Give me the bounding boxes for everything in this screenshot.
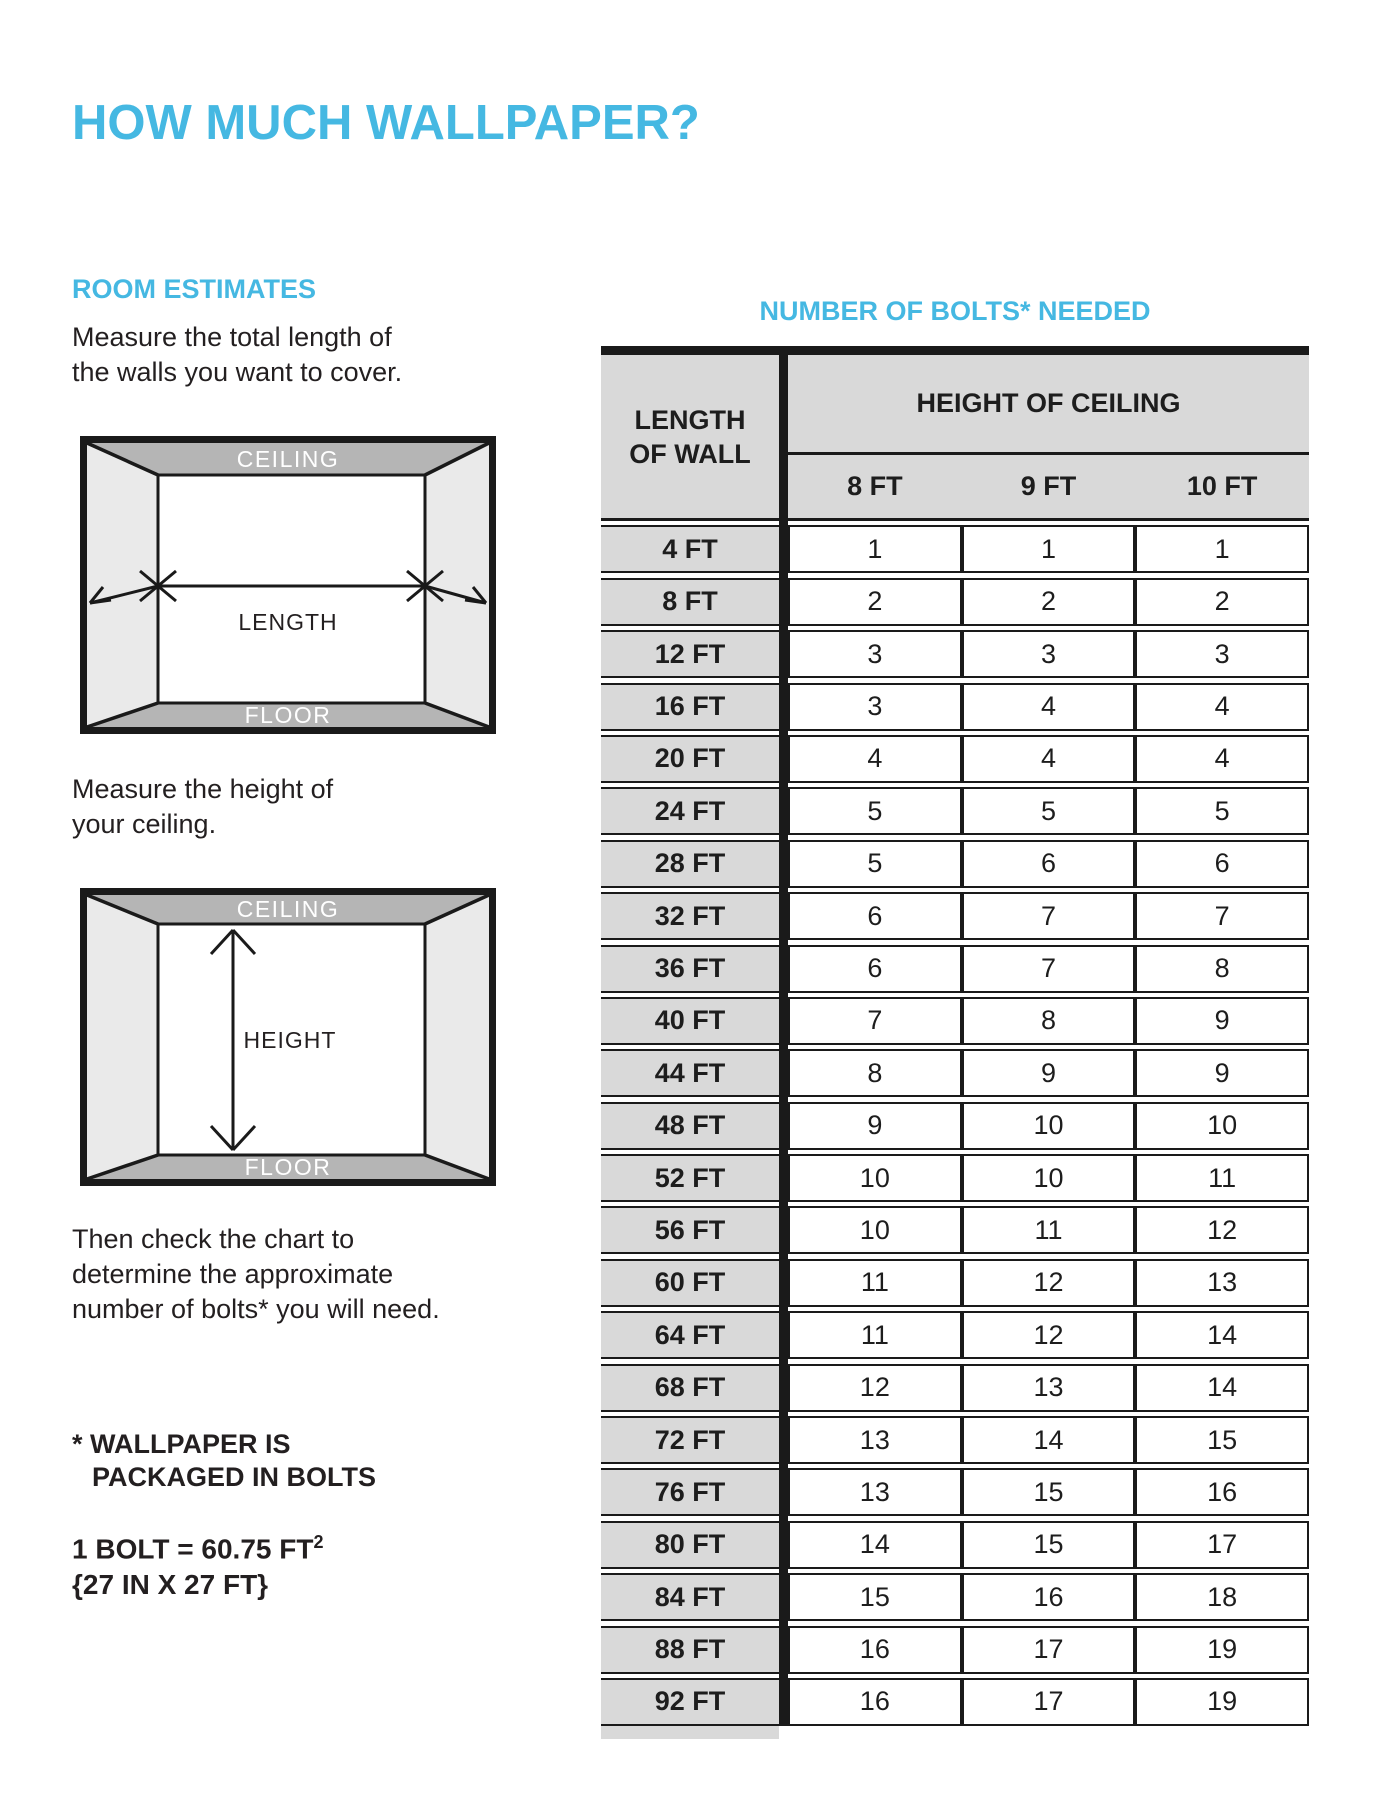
bolt-count-cell: 9 — [1135, 1049, 1309, 1097]
bolt-count-cell: 7 — [962, 892, 1136, 940]
bolt-count-cell: 10 — [1135, 1102, 1309, 1150]
bolt-count-cell: 3 — [788, 683, 962, 731]
row-label: 72 FT — [601, 1416, 779, 1464]
bolt-count-cell: 16 — [788, 1626, 962, 1674]
bolt-count-cell: 5 — [962, 787, 1136, 835]
length-dimension-label: LENGTH — [238, 609, 338, 635]
bolt-count-cell: 18 — [1135, 1573, 1309, 1621]
bolt-count-cell: 2 — [962, 578, 1136, 626]
bolt-count-cell: 11 — [1135, 1154, 1309, 1202]
bolt-count-cell: 5 — [788, 787, 962, 835]
left-wall — [87, 443, 158, 727]
bolt-count-cell: 15 — [788, 1573, 962, 1621]
room-length-diagram — [80, 436, 496, 734]
bolt-size-superscript: 2 — [313, 1532, 324, 1552]
bolt-count-cell: 1 — [788, 525, 962, 573]
ceiling-label: CEILING — [236, 896, 340, 922]
bolt-count-cell: 9 — [788, 1102, 962, 1150]
column-header-10ft: 10 FT — [1135, 455, 1309, 521]
header-line: OF WALL — [629, 438, 751, 469]
row-label: 52 FT — [601, 1154, 779, 1202]
row-label: 4 FT — [601, 525, 779, 573]
row-label: 92 FT — [601, 1678, 779, 1726]
bolt-count-cell: 7 — [788, 997, 962, 1045]
bolt-count-cell: 3 — [788, 630, 962, 678]
bolt-size-text: 1 BOLT = 60.75 FT — [72, 1533, 314, 1565]
floor-label: FLOOR — [244, 1154, 332, 1180]
bolt-count-cell: 13 — [788, 1416, 962, 1464]
row-label: 64 FT — [601, 1311, 779, 1359]
bolt-count-cell: 6 — [1135, 840, 1309, 888]
bolt-count-cell: 11 — [788, 1259, 962, 1307]
row-label: 56 FT — [601, 1206, 779, 1254]
row-label: 12 FT — [601, 630, 779, 678]
text-line: the walls you want to cover. — [72, 357, 403, 387]
row-label: 32 FT — [601, 892, 779, 940]
bolt-count-cell: 17 — [1135, 1521, 1309, 1569]
bolt-count-cell: 7 — [1135, 892, 1309, 940]
bolt-count-cell: 3 — [962, 630, 1136, 678]
row-label: 20 FT — [601, 735, 779, 783]
row-label: 68 FT — [601, 1364, 779, 1412]
bolt-count-cell: 12 — [962, 1259, 1136, 1307]
bolt-count-cell: 14 — [788, 1521, 962, 1569]
column-header-8ft: 8 FT — [788, 455, 962, 521]
label-column-footer — [601, 1726, 779, 1739]
text-line: number of bolts* you will need. — [72, 1294, 440, 1324]
bolt-count-cell: 9 — [962, 1049, 1136, 1097]
instruction-measure-length — [72, 320, 402, 390]
bolt-count-cell: 13 — [962, 1364, 1136, 1412]
note-line: PACKAGED IN BOLTS — [92, 1462, 377, 1492]
bolt-count-cell: 15 — [962, 1468, 1136, 1516]
bolt-count-cell: 14 — [962, 1416, 1136, 1464]
right-wall — [425, 443, 489, 727]
bolt-count-cell: 7 — [962, 945, 1136, 993]
room-estimates-heading: ROOM ESTIMATES — [72, 274, 317, 305]
row-label: 88 FT — [601, 1626, 779, 1674]
bolt-count-cell: 14 — [1135, 1364, 1309, 1412]
bolt-count-cell: 10 — [788, 1206, 962, 1254]
bolt-dimensions: {27 IN X 27 FT} — [72, 1569, 269, 1601]
bolt-count-cell: 17 — [962, 1678, 1136, 1726]
bolt-count-cell: 19 — [1135, 1678, 1309, 1726]
bolt-count-cell: 14 — [1135, 1311, 1309, 1359]
back-wall — [158, 475, 425, 703]
bolt-count-cell: 12 — [788, 1364, 962, 1412]
row-label: 44 FT — [601, 1049, 779, 1097]
bolt-count-cell: 15 — [962, 1521, 1136, 1569]
bolt-count-cell: 5 — [788, 840, 962, 888]
right-wall — [425, 895, 489, 1179]
bolt-count-cell: 8 — [788, 1049, 962, 1097]
row-label: 48 FT — [601, 1102, 779, 1150]
bolt-count-cell: 10 — [962, 1154, 1136, 1202]
table-body — [601, 525, 1309, 1726]
header-line: LENGTH — [634, 404, 746, 435]
row-label: 60 FT — [601, 1259, 779, 1307]
bolt-count-cell: 16 — [1135, 1468, 1309, 1516]
bolts-table — [601, 346, 1309, 1739]
row-label: 36 FT — [601, 945, 779, 993]
height-dimension-label: HEIGHT — [243, 1027, 337, 1053]
text-line: Measure the total length of — [72, 322, 392, 352]
bolt-count-cell: 1 — [962, 525, 1136, 573]
bolt-count-cell: 9 — [1135, 997, 1309, 1045]
row-label: 80 FT — [601, 1521, 779, 1569]
bolt-count-cell: 12 — [1135, 1206, 1309, 1254]
row-label: 84 FT — [601, 1573, 779, 1621]
bolt-count-cell: 3 — [1135, 630, 1309, 678]
instruction-check-chart — [72, 1222, 440, 1327]
bolt-count-cell: 4 — [962, 735, 1136, 783]
bolt-count-cell: 4 — [962, 683, 1136, 731]
table-vertical-divider — [779, 346, 788, 1726]
row-label: 8 FT — [601, 578, 779, 626]
text-line: Then check the chart to — [72, 1224, 355, 1254]
ceiling-label: CEILING — [236, 446, 340, 472]
wallpaper-bolts-note — [72, 1428, 376, 1494]
bolt-count-cell: 13 — [788, 1468, 962, 1516]
bolt-count-cell: 12 — [962, 1311, 1136, 1359]
bolt-count-cell: 10 — [788, 1154, 962, 1202]
bolt-count-cell: 8 — [962, 997, 1136, 1045]
bolt-count-cell: 4 — [1135, 683, 1309, 731]
bolt-count-cell: 6 — [788, 945, 962, 993]
bolt-count-cell: 10 — [962, 1102, 1136, 1150]
bolt-equation — [72, 1524, 323, 1603]
column-header-length-of-wall — [601, 355, 779, 521]
column-group-header-height-of-ceiling: HEIGHT OF CEILING — [788, 355, 1309, 455]
bolt-count-cell: 4 — [788, 735, 962, 783]
note-line: * WALLPAPER IS — [72, 1429, 291, 1459]
bolt-count-cell: 2 — [1135, 578, 1309, 626]
bolt-count-cell: 8 — [1135, 945, 1309, 993]
bolt-count-cell: 6 — [788, 892, 962, 940]
row-label: 28 FT — [601, 840, 779, 888]
row-label: 24 FT — [601, 787, 779, 835]
bolt-count-cell: 16 — [962, 1573, 1136, 1621]
room-height-diagram — [80, 888, 496, 1186]
bolt-count-cell: 15 — [1135, 1416, 1309, 1464]
floor-label: FLOOR — [244, 702, 332, 728]
page-title: HOW MUCH WALLPAPER? — [72, 95, 700, 150]
bolt-count-cell: 11 — [962, 1206, 1136, 1254]
text-line: determine the approximate — [72, 1259, 394, 1289]
bolt-count-cell: 16 — [788, 1678, 962, 1726]
bolt-count-cell: 11 — [788, 1311, 962, 1359]
bolt-count-cell: 5 — [1135, 787, 1309, 835]
bolt-count-cell: 6 — [962, 840, 1136, 888]
bolt-count-cell: 1 — [1135, 525, 1309, 573]
bolts-table-title: NUMBER OF BOLTS* NEEDED — [759, 296, 1151, 327]
row-label: 40 FT — [601, 997, 779, 1045]
bolt-count-cell: 17 — [962, 1626, 1136, 1674]
table-top-border — [601, 346, 1309, 355]
instruction-measure-height — [72, 772, 333, 842]
table-header — [601, 355, 1309, 521]
left-wall — [87, 895, 158, 1179]
bolt-count-cell: 13 — [1135, 1259, 1309, 1307]
bolt-count-cell: 19 — [1135, 1626, 1309, 1674]
bolt-count-cell: 4 — [1135, 735, 1309, 783]
row-label: 16 FT — [601, 683, 779, 731]
bolt-size-line — [72, 1524, 323, 1567]
bolt-count-cell: 2 — [788, 578, 962, 626]
text-line: Measure the height of — [72, 774, 334, 804]
column-header-9ft: 9 FT — [962, 455, 1136, 521]
row-label: 76 FT — [601, 1468, 779, 1516]
text-line: your ceiling. — [72, 809, 217, 839]
